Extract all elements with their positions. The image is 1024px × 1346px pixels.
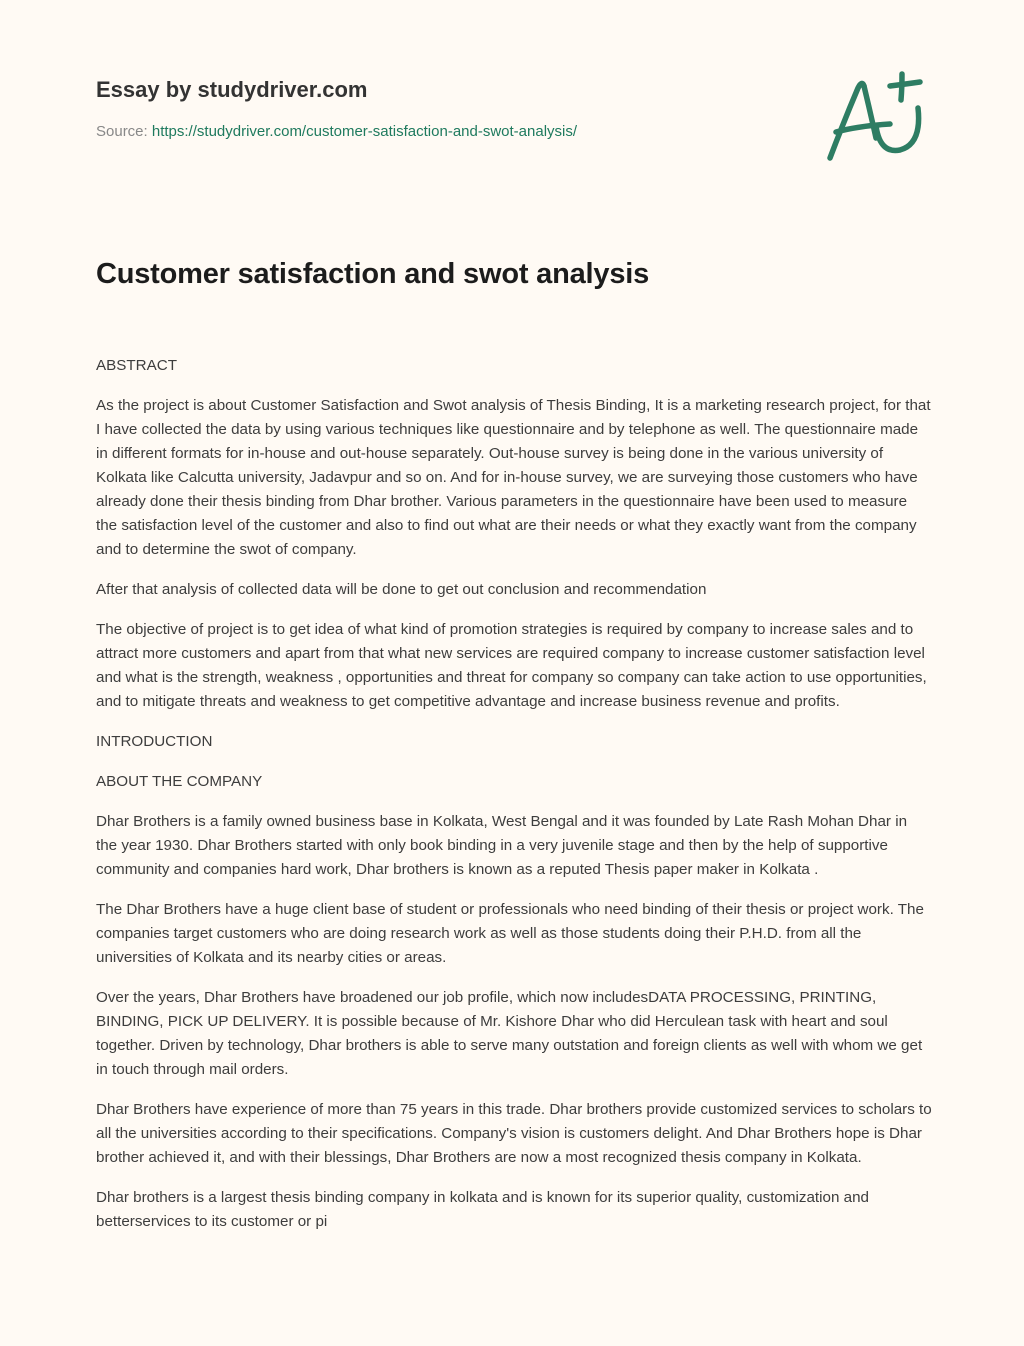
source-link[interactable]: https://studydriver.com/customer-satisfaction-and-swot-analysis/ xyxy=(151,123,578,140)
paragraph-truncated: Dhar brothers is a largest thesis binding company in kolkata and is known for its superior quality, customization and betterservices to its customer or pi xyxy=(96,1189,869,1230)
brand-title: Essay by studydriver.com xyxy=(96,77,368,102)
paragraph: Over the years, Dhar Brothers have broadened our job profile, which now includesDATA PROCESSING, PRINTING, BINDING, PICK UP DELIVERY. It is possible because of Mr. Kishore Dhar who did Herculean task with heart and soul together. Driven by technology, Dhar brothers is able to serve many outstation and foreign clients as well with whom we get in touch through mail orders. xyxy=(96,989,923,1078)
section-heading-abstract: ABSTRACT xyxy=(96,357,178,374)
paragraph: Dhar Brothers is a family owned business base in Kolkata, West Bengal and it was founded by Late Rash Mohan Dhar in the year 1930. Dhar Brothers started with only book binding in a very juvenile stage and then by the help of supportive community and companies hard work, Dhar brothers is known as a reputed Thesis paper maker in Kolkata . xyxy=(96,813,908,878)
paragraph: As the project is about Customer Satisfaction and Swot analysis of Thesis Binding, It is a marketing research project, for that I have collected the data by using various techniques like questionnaire and by telephone as well. The questionnaire made in different formats for in-house and out-house separately. Out-house survey is being done in the various university of Kolkata like Calcutta university, Jadavpur and so on. And for in-house survey, we are surveying those customers who have already done their thesis binding from Dhar brother. Various parameters in the questionnaire have been used to measure the satisfaction level of the customer and also to find out what are their needs or what they exactly want from the company and to determine the swot of company. xyxy=(96,397,931,558)
section-heading-introduction: INTRODUCTION xyxy=(96,733,213,750)
a-plus-grade-icon xyxy=(818,66,930,166)
source-label: Source: xyxy=(96,123,148,140)
section-heading-about-company: ABOUT THE COMPANY xyxy=(96,773,263,790)
document-body xyxy=(96,354,932,1250)
essay-header xyxy=(96,74,796,142)
paragraph: Dhar Brothers have experience of more than 75 years in this trade. Dhar brothers provide customized services to scholars to all the universities according to their specifications. Company's vision is customers delight. And Dhar Brothers hope is Dhar brother achieved it, and with their blessings, Dhar Brothers are now a most recognized thesis company in Kolkata. xyxy=(96,1101,932,1166)
document-title: Customer satisfaction and swot analysis xyxy=(96,258,650,290)
paragraph: The objective of project is to get idea of what kind of promotion strategies is required by company to increase sales and to attract more customers and apart from that what new services are required company to increase customer satisfaction level and what is the strength, weakness , opportunities and threat for company so company can take action to use opportunities, and to mitigate threats and weakness to get competitive advantage and increase business revenue and profits. xyxy=(96,621,927,710)
paragraph: After that analysis of collected data will be done to get out conclusion and recommendation xyxy=(96,581,707,598)
source-line xyxy=(96,122,796,142)
paragraph: The Dhar Brothers have a huge client base of student or professionals who need binding of their thesis or project work. The companies target customers who are doing research work as well as those students doing their P.H.D. from all the universities of Kolkata and its nearby cities or areas. xyxy=(96,901,924,966)
